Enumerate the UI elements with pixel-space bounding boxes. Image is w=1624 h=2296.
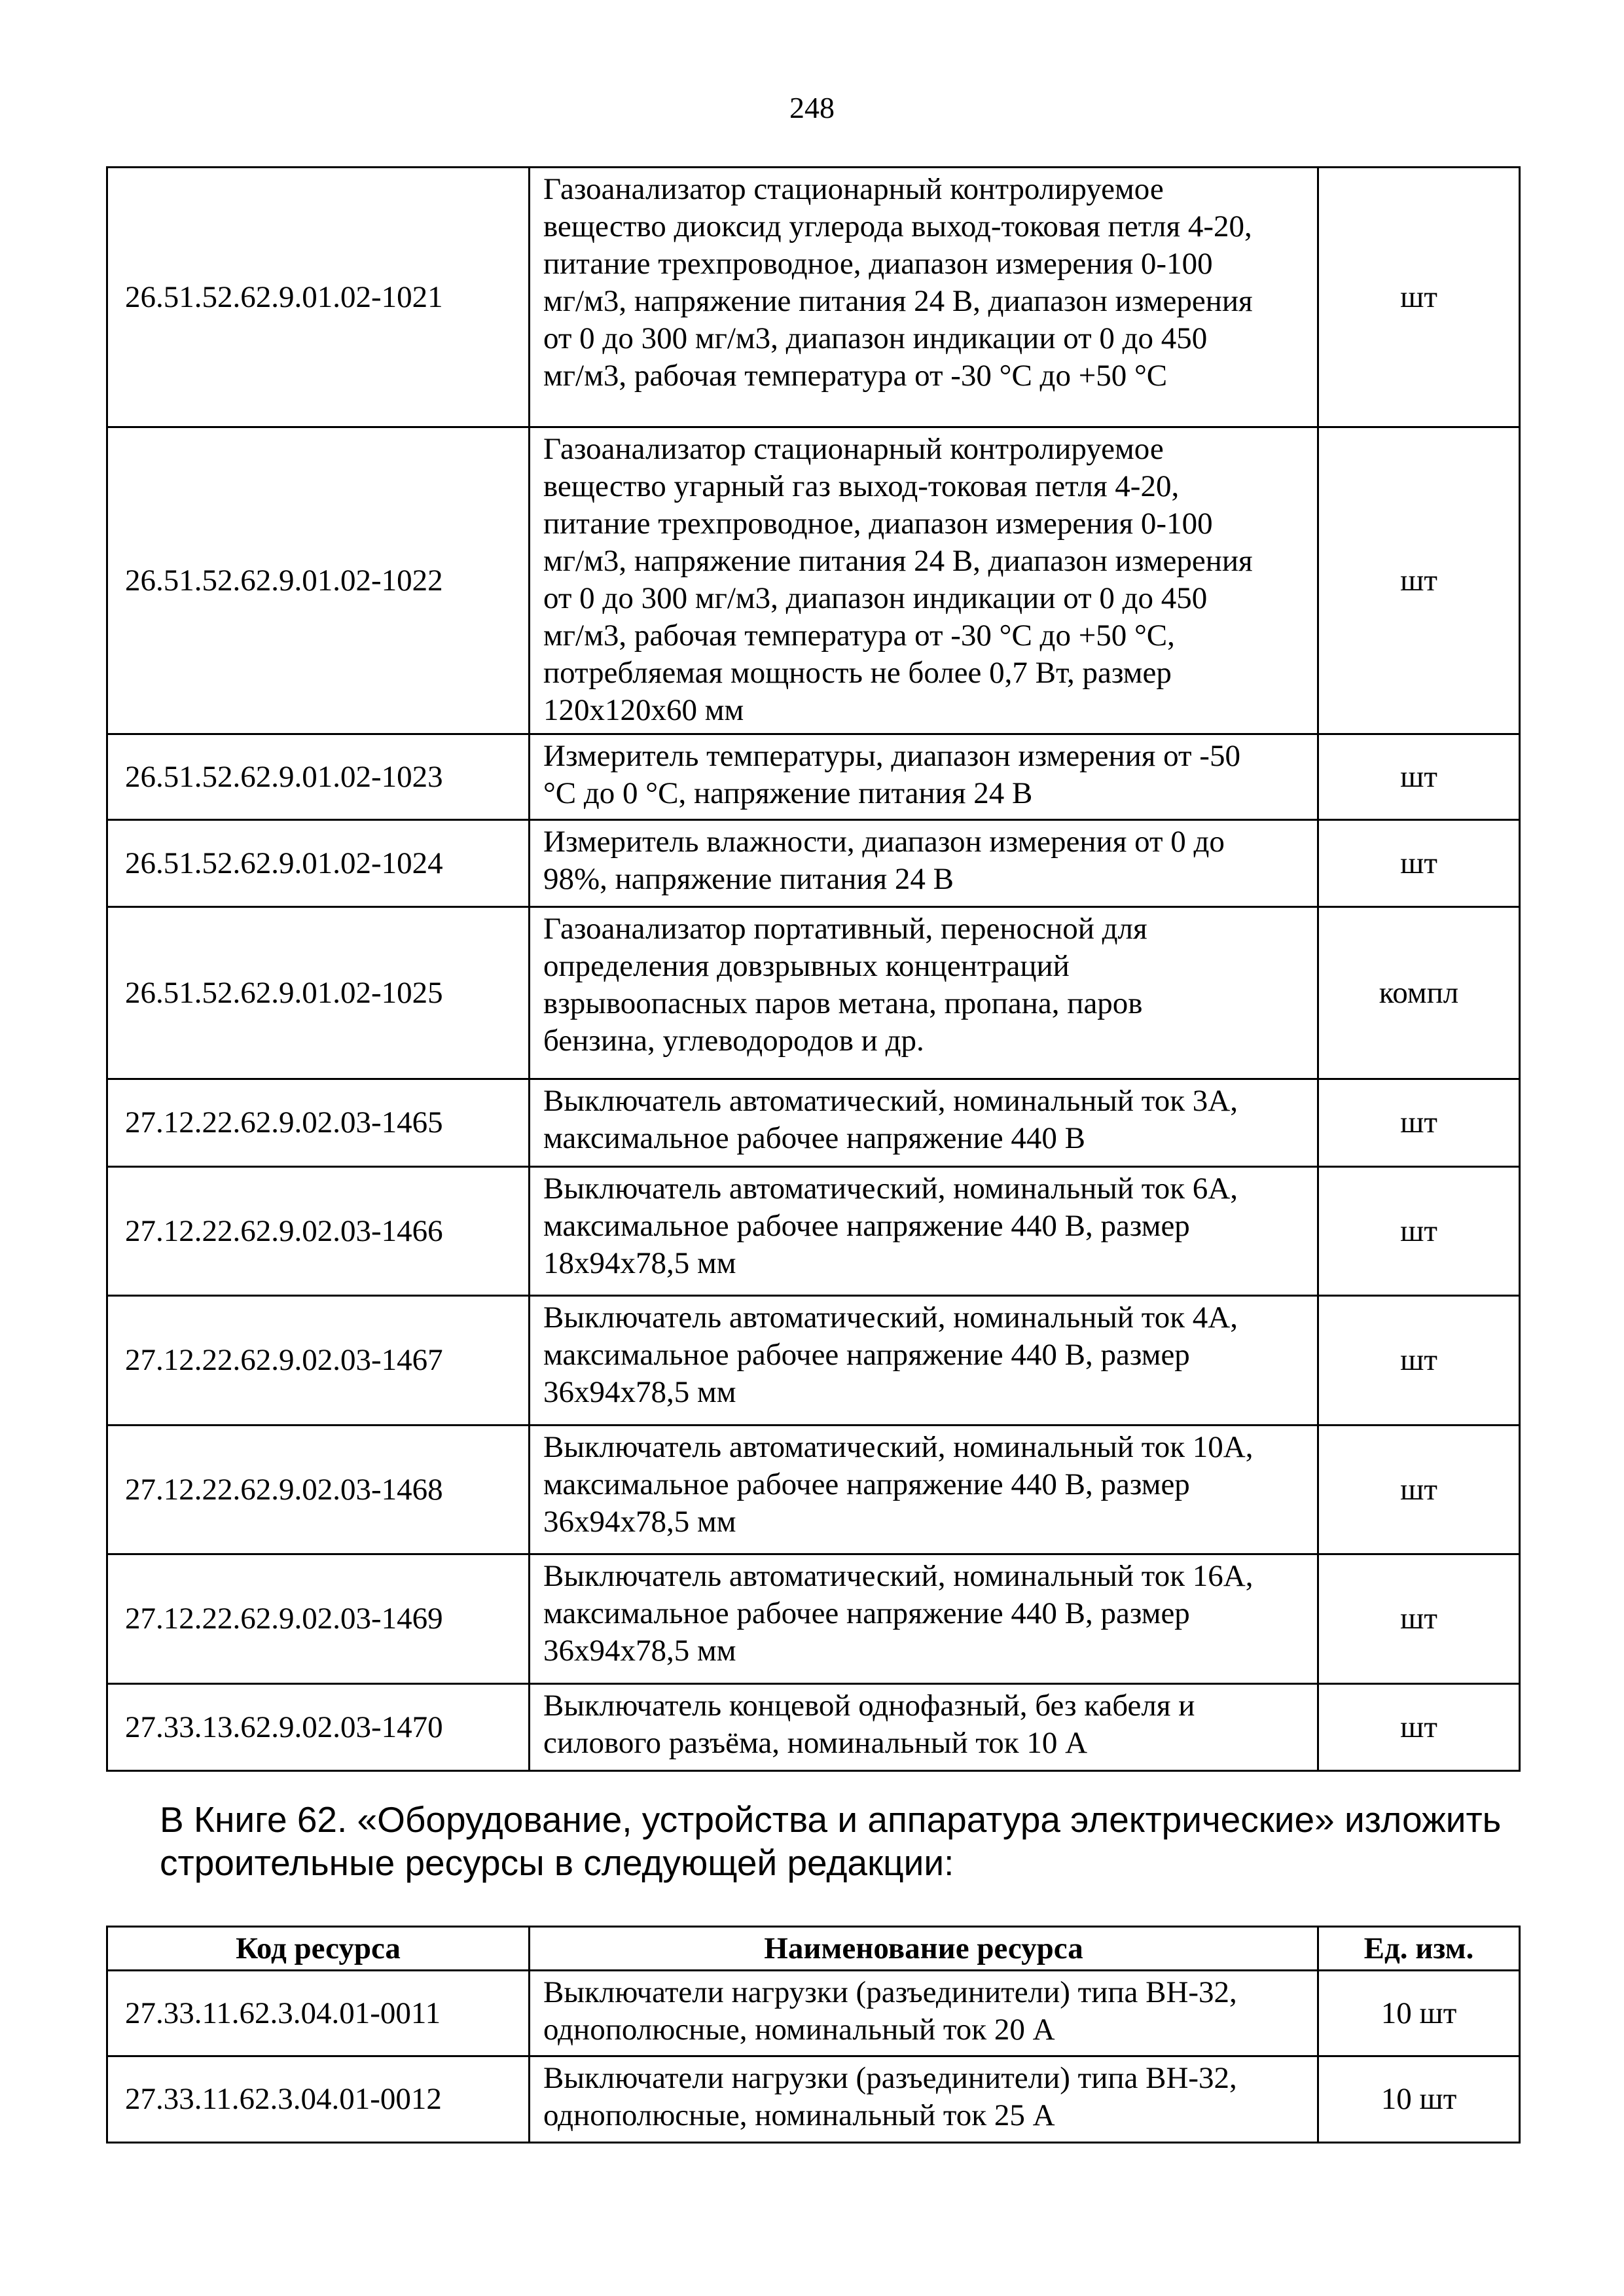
- name-line: максимальное рабочее напряжение 440 В, размер: [543, 1596, 1190, 1630]
- name-line: 120х120х60 мм: [543, 693, 744, 727]
- name-line: 36х94х78,5 мм: [543, 1505, 736, 1539]
- resource-name: [530, 1971, 1318, 2056]
- resource-code: 27.33.13.62.9.02.03-1470: [107, 1684, 530, 1771]
- resource-code: 26.51.52.62.9.01.02-1025: [107, 907, 530, 1079]
- resource-unit: шт: [1318, 734, 1520, 820]
- resource-unit: шт: [1318, 1296, 1520, 1426]
- name-line: вещество угарный газ выход-токовая петля 4-20,: [543, 469, 1180, 503]
- table-header-row: [107, 1927, 1520, 1971]
- table-row: [107, 2056, 1520, 2143]
- resource-code: 27.33.11.62.3.04.01-0012: [107, 2056, 530, 2143]
- resource-unit: 10 шт: [1318, 2056, 1520, 2143]
- name-line: °С до 0 °С, напряжение питания 24 В: [543, 776, 1033, 810]
- name-line: 36х94х78,5 мм: [543, 1375, 736, 1409]
- resource-name: [530, 907, 1318, 1079]
- resource-name: [530, 1426, 1318, 1554]
- name-line: Выключатели нагрузки (разъединители) типа ВН-32,: [543, 2061, 1237, 2095]
- resource-code: 27.12.22.62.9.02.03-1469: [107, 1554, 530, 1684]
- resource-unit: шт: [1318, 427, 1520, 734]
- resource-unit: шт: [1318, 168, 1520, 427]
- name-line: Выключатели нагрузки (разъединители) типа ВН-32,: [543, 1975, 1237, 2009]
- name-line: 98%, напряжение питания 24 В: [543, 862, 954, 896]
- name-line: Выключатель автоматический, номинальный ток 16А,: [543, 1559, 1254, 1593]
- table-row: [107, 1167, 1520, 1296]
- resource-code: 26.51.52.62.9.01.02-1024: [107, 820, 530, 907]
- name-line: вещество диоксид углерода выход-токовая петля 4-20,: [543, 209, 1252, 243]
- name-line: максимальное рабочее напряжение 440 В: [543, 1121, 1085, 1155]
- resource-table-new: [106, 1926, 1521, 2144]
- resource-name: [530, 1684, 1318, 1771]
- resource-code: 26.51.52.62.9.01.02-1022: [107, 427, 530, 734]
- name-line: Выключатель автоматический, номинальный ток 3А,: [543, 1084, 1238, 1118]
- name-line: Измеритель температуры, диапазон измерения от -50: [543, 739, 1240, 773]
- name-line: максимальное рабочее напряжение 440 В, размер: [543, 1467, 1190, 1501]
- resource-name: [530, 427, 1318, 734]
- resource-name: [530, 1167, 1318, 1296]
- resource-name: [530, 1296, 1318, 1426]
- table-row: [107, 1296, 1520, 1426]
- name-line: мг/м3, напряжение питания 24 В, диапазон измерения: [543, 544, 1253, 578]
- name-line: от 0 до 300 мг/м3, диапазон индикации от 0 до 450: [543, 321, 1208, 355]
- name-line: взрывоопасных паров метана, пропана, паров: [543, 986, 1143, 1020]
- resource-unit: шт: [1318, 1167, 1520, 1296]
- table-row: [107, 820, 1520, 907]
- name-line: Выключатель концевой однофазный, без кабеля и: [543, 1689, 1195, 1723]
- resource-name: [530, 168, 1318, 427]
- paragraph-line: строительные ресурсы в следующей редакции:: [160, 1842, 954, 1883]
- name-line: Выключатель автоматический, номинальный ток 4А,: [543, 1300, 1238, 1335]
- name-line: Газоанализатор стационарный контролируемое: [543, 172, 1164, 206]
- resource-unit: компл: [1318, 907, 1520, 1079]
- name-line: однополюсные, номинальный ток 20 А: [543, 2013, 1055, 2047]
- resource-name: [530, 820, 1318, 907]
- name-line: мг/м3, рабочая температура от -30 °С до +50 °С,: [543, 619, 1175, 653]
- page-number: 248: [789, 91, 835, 124]
- resource-table: [106, 166, 1521, 1772]
- resource-name: [530, 2056, 1318, 2143]
- column-header-code: Код ресурса: [107, 1927, 530, 1971]
- table-row: [107, 1684, 1520, 1771]
- name-line: питание трехпроводное, диапазон измерения 0-100: [543, 247, 1213, 281]
- resource-name: [530, 1554, 1318, 1684]
- name-line: силового разъёма, номинальный ток 10 А: [543, 1726, 1088, 1760]
- table-row: [107, 427, 1520, 734]
- name-line: 18х94х78,5 мм: [543, 1246, 736, 1280]
- name-line: 36х94х78,5 мм: [543, 1634, 736, 1668]
- resource-name: [530, 734, 1318, 820]
- table-row: [107, 1426, 1520, 1554]
- name-line: Измеритель влажности, диапазон измерения от 0 до: [543, 825, 1225, 859]
- name-line: максимальное рабочее напряжение 440 В, размер: [543, 1338, 1190, 1372]
- name-line: Газоанализатор портативный, переносной для: [543, 912, 1147, 946]
- resource-code: 26.51.52.62.9.01.02-1021: [107, 168, 530, 427]
- column-header-unit: Ед. изм.: [1318, 1927, 1520, 1971]
- name-line: максимальное рабочее напряжение 440 В, размер: [543, 1209, 1190, 1243]
- resource-unit: шт: [1318, 1554, 1520, 1684]
- resource-unit: шт: [1318, 1079, 1520, 1167]
- resource-code: 27.33.11.62.3.04.01-0011: [107, 1971, 530, 2056]
- name-line: мг/м3, напряжение питания 24 В, диапазон измерения: [543, 284, 1253, 318]
- name-line: однополюсные, номинальный ток 25 А: [543, 2098, 1055, 2132]
- resource-code: 26.51.52.62.9.01.02-1023: [107, 734, 530, 820]
- name-line: бензина, углеводородов и др.: [543, 1024, 924, 1058]
- resource-code: 27.12.22.62.9.02.03-1468: [107, 1426, 530, 1554]
- resource-code: 27.12.22.62.9.02.03-1466: [107, 1167, 530, 1296]
- name-line: Газоанализатор стационарный контролируемое: [543, 432, 1164, 466]
- table-row: [107, 168, 1520, 427]
- table-row: [107, 907, 1520, 1079]
- resource-code: 27.12.22.62.9.02.03-1467: [107, 1296, 530, 1426]
- instruction-paragraph: [160, 1798, 1519, 1884]
- table-row: [107, 734, 1520, 820]
- column-header-name: Наименование ресурса: [530, 1927, 1318, 1971]
- resource-unit: шт: [1318, 1426, 1520, 1554]
- resource-unit: шт: [1318, 1684, 1520, 1771]
- name-line: от 0 до 300 мг/м3, диапазон индикации от 0 до 450: [543, 581, 1208, 615]
- name-line: Выключатель автоматический, номинальный ток 10А,: [543, 1430, 1254, 1464]
- name-line: питание трехпроводное, диапазон измерения 0-100: [543, 507, 1213, 541]
- name-line: потребляемая мощность не более 0,7 Вт, размер: [543, 656, 1172, 690]
- name-line: определения довзрывных концентраций: [543, 949, 1070, 983]
- table-row: [107, 1079, 1520, 1167]
- resource-code: 27.12.22.62.9.02.03-1465: [107, 1079, 530, 1167]
- table-row: [107, 1971, 1520, 2056]
- table-row: [107, 1554, 1520, 1684]
- resource-unit: 10 шт: [1318, 1971, 1520, 2056]
- resource-name: [530, 1079, 1318, 1167]
- paragraph-line: В Книге 62. «Оборудование, устройства и аппаратура электрические» изложить: [160, 1799, 1502, 1840]
- name-line: мг/м3, рабочая температура от -30 °С до +50 °С: [543, 359, 1168, 393]
- resource-unit: шт: [1318, 820, 1520, 907]
- name-line: Выключатель автоматический, номинальный ток 6А,: [543, 1172, 1238, 1206]
